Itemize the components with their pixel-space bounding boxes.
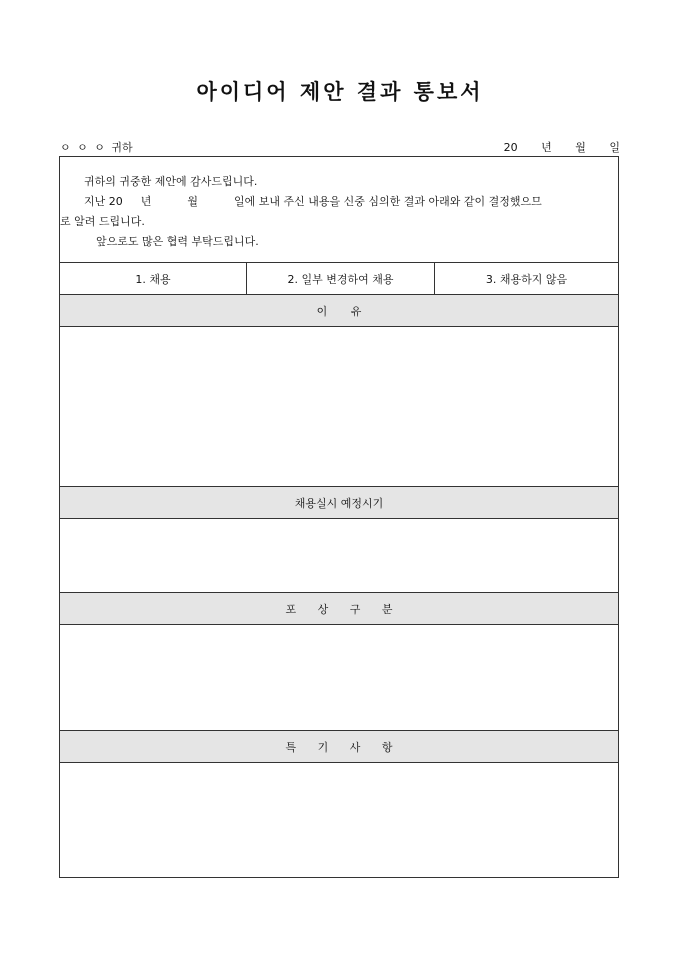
intro-line-notify: 로 알려 드립니다. [60,215,145,228]
date-label: 20 년 월 일 [503,141,620,154]
reward-field[interactable] [60,625,618,731]
schedule-header: 채용실시 예정시기 [60,487,618,519]
option-reject: 3. 채용하지 않음 [434,263,618,294]
result-form [59,156,619,878]
option-partial-adopt: 2. 일부 변경하여 채용 [246,263,434,294]
schedule-field[interactable] [60,519,618,593]
recipient-label: ㅇ ㅇ ㅇ 귀하 [60,141,133,154]
intro-month-unit: 월 [187,195,199,208]
reward-header: 포 상 구 분 [60,593,618,625]
intro-line-cooperation: 앞으로도 많은 협력 부탁드립니다. [96,235,259,248]
intro-year-unit: 년 [140,195,152,208]
intro-result-text: 일에 보내 주신 내용을 신중 심의한 결과 아래와 같이 결정했으므 [234,195,542,208]
intro-year: 지난 20 [84,195,123,208]
intro-line-thanks: 귀하의 귀중한 제안에 감사드립니다. [84,175,258,188]
reason-header: 이 유 [60,295,618,327]
page-title: 아이디어 제안 결과 통보서 [196,79,484,104]
remarks-header: 특 기 사 항 [60,731,618,763]
decision-options [60,263,618,295]
intro-text [60,157,618,263]
option-adopt: 1. 채용 [135,272,171,286]
remarks-field[interactable] [60,763,618,877]
reason-field[interactable] [60,327,618,487]
intro-line-result [60,192,606,212]
